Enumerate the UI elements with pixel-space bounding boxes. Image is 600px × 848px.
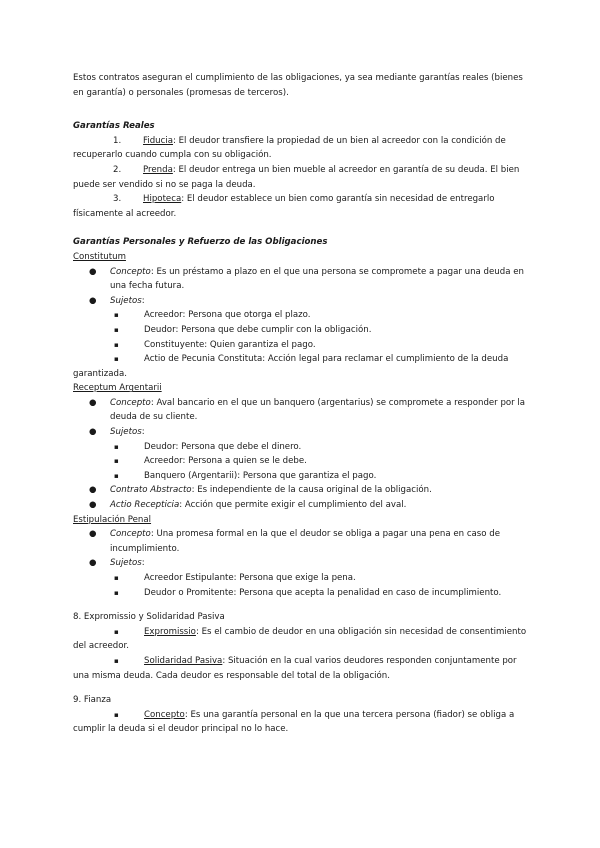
bullet-dot-icon: ● <box>89 558 97 569</box>
list-item: ▪ Deudor o Promitente: Persona que acepta la penalidad en caso de incumplimiento. <box>73 586 528 601</box>
bullet-square-icon: ▪ <box>114 311 119 320</box>
list-item: ▪ Actio de Pecunia Constituta: Acción legal para reclamar el cumplimiento de la deuda garantizada. <box>73 354 509 379</box>
document-page <box>73 71 528 737</box>
bullet-dot-icon: ● <box>89 397 97 408</box>
bullet-dot-icon: ● <box>89 295 97 306</box>
bullet-square-icon: ▪ <box>114 355 119 364</box>
bullet-dot-icon: ● <box>89 427 97 438</box>
bullet-dot-icon: ● <box>89 500 97 511</box>
bullet-square-icon: ▪ <box>114 340 119 349</box>
bullet-square-icon: ▪ <box>114 710 119 719</box>
list-item: ● Sujetos: <box>73 294 528 309</box>
bullet-dot-icon: ● <box>89 529 97 540</box>
section-heading-personales: Garantías Personales y Refuerzo de las Obligaciones <box>73 237 328 248</box>
subheading-constitutum: Constitutum <box>73 251 126 262</box>
list-item-prenda: 2. Prenda: El deudor entrega un bien mueble al acreedor en garantía de su deuda. El bien puede ser vendido si no se paga la deuda. <box>73 164 520 190</box>
subheading-estipulacion: Estipulación Penal <box>73 514 152 525</box>
list-item: ▪ Deudor: Persona que debe el dinero. <box>73 440 528 455</box>
term-prenda: Prenda <box>143 164 173 175</box>
list-item: ● Actio Recepticia: Acción que permite exigir el cumplimiento del aval. <box>73 498 528 513</box>
bullet-square-icon: ▪ <box>114 325 119 334</box>
list-item: ● Concepto: Una promesa formal en la que el deudor se obliga a pagar una pena en caso de incumplimiento. <box>89 529 501 554</box>
subheading-receptum: Receptum Argentarii <box>73 383 162 394</box>
list-item: ● Concepto: Aval bancario en el que un banquero (argentarius) se compromete a responder por la deuda de su cliente. <box>89 397 526 423</box>
term-hipoteca: Hipoteca <box>143 194 182 205</box>
bullet-square-icon: ▪ <box>114 457 119 466</box>
bullet-square-icon: ▪ <box>114 656 119 665</box>
section-heading-fianza: 9. Fianza <box>73 695 112 706</box>
list-item: ● Sujetos: <box>73 556 528 571</box>
list-item: ● Contrato Abstracto: Es independiente de la causa original de la obligación. <box>73 483 528 498</box>
section-heading-expromissio: 8. Expromissio y Solidaridad Pasiva <box>73 612 225 623</box>
list-item: ▪ Banquero (Argentarii): Persona que garantiza el pago. <box>73 469 528 484</box>
list-item: ● Concepto: Es un préstamo a plazo en el que una persona se compromete a pagar una deuda en una fecha futura. <box>89 266 524 292</box>
bullet-square-icon: ▪ <box>114 442 119 451</box>
list-item: ▪ Deudor: Persona que debe cumplir con la obligación. <box>73 323 528 338</box>
bullet-square-icon: ▪ <box>114 574 119 582</box>
intro-paragraph: Estos contratos aseguran el cumplimiento de las obligaciones, ya sea mediante garantías reales (bienes en garantía) o personales (promesas de terceros). <box>73 73 523 98</box>
bullet-square-icon: ▪ <box>114 471 119 480</box>
bullet-square-icon: ▪ <box>114 627 119 636</box>
term-fiducia: Fiducia <box>143 135 173 146</box>
list-item: ▪ Constituyente: Quien garantiza el pago. <box>73 338 528 353</box>
list-item: ▪ Acreedor: Persona a quien se le debe. <box>73 454 528 469</box>
list-item: ▪ Concepto: Es una garantía personal en la que una tercera persona (fiador) se obliga a cumplir la deuda si el deudor principal no lo hace. <box>73 709 515 735</box>
list-item: ▪ Solidaridad Pasiva: Situación en la cual varios deudores responden conjuntamente por una misma deuda. Cada deudor es responsable del total de la obligación. <box>73 655 517 681</box>
list-item: ● Sujetos: <box>73 425 528 440</box>
bullet-dot-icon: ● <box>89 485 97 496</box>
list-item: ▪ Acreedor: Persona que otorga el plazo. <box>73 308 528 323</box>
list-item: ▪ Expromissio: Es el cambio de deudor en una obligación sin necesidad de consentimiento del acreedor. <box>73 626 527 652</box>
term-expromissio: Expromissio <box>144 626 196 637</box>
section-heading-reales: Garantías Reales <box>73 121 155 132</box>
term-concepto: Concepto <box>144 709 185 720</box>
list-item-fiducia: 1. Fiducia: El deudor transfiere la propiedad de un bien al acreedor con la condición de recuperarlo cuando cumpla con su obligación. <box>73 135 506 161</box>
term-solidaridad-pasiva: Solidaridad Pasiva <box>144 655 223 666</box>
list-item: ▪ Acreedor Estipulante: Persona que exige la pena. <box>73 571 528 586</box>
bullet-dot-icon: ● <box>89 266 97 277</box>
bullet-square-icon: ▪ <box>114 588 119 597</box>
list-item-hipoteca: 3. Hipoteca: El deudor establece un bien como garantía sin necesidad de entregarlo físicamente al acreedor. <box>73 194 495 219</box>
